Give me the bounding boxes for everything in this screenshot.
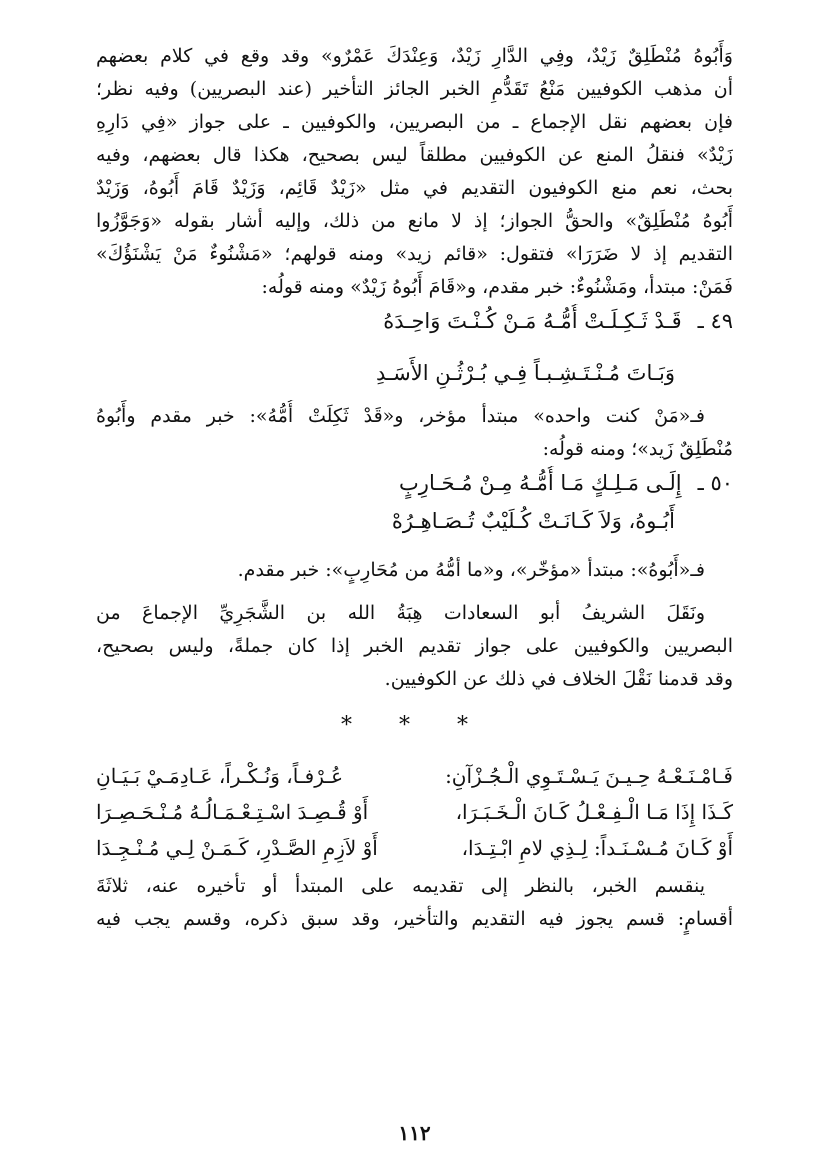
alfiya-first-hemistich: أَوْ كَـانَ مُـسْـنَـداً: لِـذِي لامِ ابْـتِـدَا،: [461, 836, 733, 860]
text-line: أَبُوهُ مُنْطَلِقٌ» والحقُّ الجواز؛ إذ لا مانع من ذلك، وإليه أشار بقوله «وَجَوَّزُوا: [96, 210, 733, 232]
text-line: فـ«أَبُوهُ»: مبتدأ «مؤخّر»، و«ما أمُّهُ من مُحَارِبٍ»: خبر مقدم.: [237, 559, 705, 581]
alfiya-first-hemistich: كَـذَا إِذَا مَـا الْـفِـعْـلُ كَـانَ الْـخَـبَـرَا،: [455, 800, 733, 824]
section-separator: * * *: [341, 713, 488, 738]
alfiya-first-hemistich: فَـامْـنَـعْـهُ حِـيـنَ يَـسْـتَـوِي الْـجُـزْآنِ:: [445, 764, 733, 788]
text-line: زَيْدٌ» فنقلُ المنع عن الكوفيين مطلقاً ليس بصحيح، هكذا قال بعضهم، وفيه: [96, 144, 733, 166]
verse-49-first-hemistich: [96, 304, 733, 338]
text-line: التقديم إذ لا ضَرَرَا» فتقول: «قائم زيد» ومنه قولهم؛ «مَشْنُوءٌ مَنْ يَشْنَؤُكَ»: [96, 243, 733, 265]
page-number: ١١٢: [398, 1121, 431, 1145]
text-line: البصريين والكوفيين على جواز تقديم الخبر إذا كان جملةً، وليس بصحيح،: [96, 635, 733, 657]
text-line: مُنْطَلِقٌ زَيد»؛ ومنه قولُه:: [542, 438, 733, 460]
alfiya-verse: [96, 794, 733, 830]
alfiya-second-hemistich: أَوْ قُـصِـدَ اسْـتِـعْـمَـالُـهُ مُـنْـحَـصِـرَا: [96, 800, 369, 824]
verse-text: قَـدْ ثَـكِـلَـتْ أُمُّـهُ مَـنْ كُـنْـتَ وَاحِـدَهُ: [383, 309, 682, 333]
alfiya-verse: [96, 758, 733, 794]
text-line: وقد قدمنا نَقْلَ الخلاف في ذلك عن الكوفيين.: [384, 668, 733, 690]
text-line: ينقسم الخبر، بالنظر إلى تقديمه على المبتدأ أو تأخيره عنه، ثلاثَةَ: [96, 875, 705, 897]
text-line: وَأَبُوهُ مُنْطَلِقٌ زَيْدٌ، وفِي الدَّارِ زَيْدٌ، وَعِنْدَكَ عَمْرٌو» وقد وقع في كلام بعضهم: [96, 45, 733, 67]
page-body: [96, 40, 733, 1109]
alfiya-verse: [96, 830, 733, 866]
verse-49-second-hemistich: وَبَـاتَ مُـنْـتَـشِـبـاً فِـي بُـرْثُـنِ الأَسَـدِ: [375, 361, 675, 385]
verse-50-second-hemistich: أَبُـوهُ، وَلاَ كَـانَـتْ كُـلَيْبٌ تُـصَـاهِـرُهْ: [391, 509, 675, 533]
alfiya-second-hemistich: أَوْ لاَزِمِ الصَّـدْرِ، كَـمَـنْ لِـي مُـنْـجِـدَا: [96, 836, 378, 860]
text-line: أقسامٍ: قسم يجوز فيه التقديم والتأخير، وقد سبق ذكره، وقسم يجب فيه: [96, 908, 733, 930]
verse-text: إِلَـى مَـلِـكٍ مَـا أُمُّـهُ مِـنْ مُـحَـارِبٍ: [399, 471, 682, 495]
text-line: أن مذهب الكوفيين مَنْعُ تَقَدُّمِ الخبر الجائز التأخير (عند البصريين) وفيه نظر؛: [96, 78, 733, 100]
text-line: فَمَنْ: مبتدأ، ومَشْنُوءٌ: خبر مقدم، و«قَامَ أَبُوهُ زَيْدٌ» ومنه قولُه:: [261, 276, 733, 298]
text-line: فـ«مَنْ كنت واحده» مبتدأ مؤخر، و«قَدْ ثَكِلَتْ أُمُّهُ»: خبر مقدم وأَبُوهُ: [96, 405, 705, 427]
text-line: بحث، نعم منع الكوفيون التقديم في مثل «زَيْدٌ قَائِم، وَزَيْدٌ قَامَ أَبُوهُ، وَزَيْدٌ: [96, 177, 733, 199]
alfiya-second-hemistich: عُـرْفـاً، وَنُـكْـراً، عَـادِمَـيْ بَـيَـانِ: [96, 764, 344, 788]
verse-number: ٥٠ ـ: [697, 471, 733, 495]
text-line: ونَقَلَ الشريفُ أبو السعادات هِبَةُ الله بن الشَّجَرِيِّ الإجماعَ من: [96, 602, 705, 624]
text-line: فإن بعضهم نقل الإجماع ـ من البصريين، والكوفيين ـ على جواز «فِي دَارِهِ: [96, 111, 733, 133]
verse-number: ٤٩ ـ: [697, 309, 733, 333]
verse-50-first-hemistich: [96, 466, 733, 500]
